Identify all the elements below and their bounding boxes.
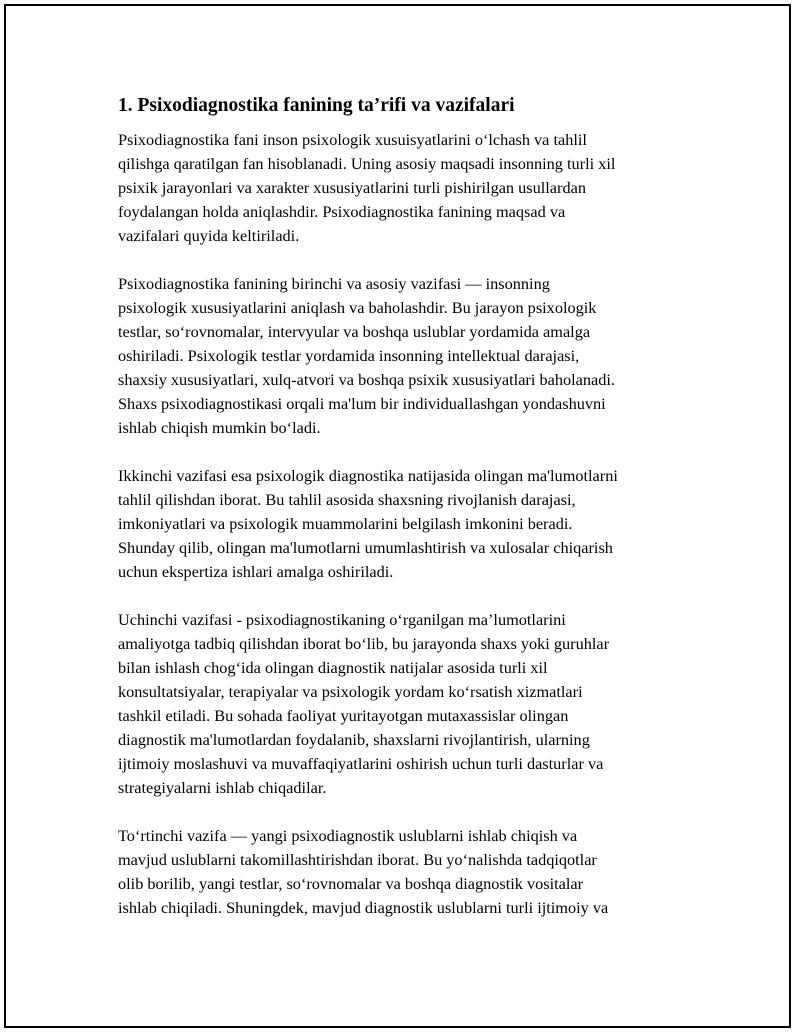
text-line: Shaxs psixodiagnostikasi orqali ma'lum bir individuallashgan yondashuvni	[118, 394, 606, 413]
section-heading: 1. Psixodiagnostika fanining ta’rifi va vazifalari	[118, 95, 515, 116]
text-line: Psixodiagnostika fani inson psixologik xusuisyatlarini o‘lchash va tahlil	[118, 130, 587, 149]
text-line: ijtimoiy moslashuvi va muvaffaqiyatlarini oshirish uchun turli dasturlar va	[118, 754, 604, 773]
text-line: olib borilib, yangi testlar, so‘rovnomalar va boshqa diagnostik vositalar	[118, 874, 584, 893]
text-line: To‘rtinchi vazifa — yangi psixodiagnostik uslublarni ishlab chiqish va	[118, 826, 578, 845]
text-line: qilishga qaratilgan fan hisoblanadi. Uning asosiy maqsadi insonning turli xil	[118, 154, 616, 173]
paragraph-4	[118, 608, 688, 800]
text-line: imkoniyatlari va psixologik muammolarini belgilash imkonini beradi.	[118, 514, 573, 533]
text-line: amaliyotga tadbiq qilishdan iborat bo‘lib, bu jarayonda shaxs yoki guruhlar	[118, 634, 610, 653]
text-line: tashkil etiladi. Bu sohada faoliyat yuritayotgan mutaxassislar olingan	[118, 706, 569, 725]
text-line: bilan ishlash chog‘ida olingan diagnostik natijalar asosida turli xil	[118, 658, 548, 677]
text-line: ishlab chiqish mumkin bo‘ladi.	[118, 418, 321, 437]
paragraph-5	[118, 824, 688, 920]
document-body	[118, 94, 688, 944]
text-line: vazifalari quyida keltiriladi.	[118, 226, 300, 245]
paragraph-1	[118, 128, 688, 248]
text-line: ishlab chiqiladi. Shuningdek, mavjud diagnostik uslublarni turli ijtimoiy va	[118, 898, 609, 917]
text-line: strategiyalarni ishlab chiqadilar.	[118, 778, 327, 797]
paragraph-3	[118, 464, 688, 584]
text-line: psixologik xususiyatlarini aniqlash va baholashdir. Bu jarayon psixologik	[118, 298, 597, 317]
text-line: shaxsiy xususiyatlari, xulq-atvori va boshqa psixik xususiyatlari baholanadi.	[118, 370, 615, 389]
text-line: konsultatsiyalar, terapiyalar va psixologik yordam ko‘rsatish xizmatlari	[118, 682, 583, 701]
paragraph-2	[118, 272, 688, 440]
text-line: Shunday qilib, olingan ma'lumotlarni umumlashtirish va xulosalar chiqarish	[118, 538, 613, 557]
text-line: mavjud uslublarni takomillashtirishdan iborat. Bu yo‘nalishda tadqiqotlar	[118, 850, 597, 869]
text-line: uchun ekspertiza ishlari amalga oshiriladi.	[118, 562, 394, 581]
text-line: psixik jarayonlari va xarakter xususiyatlarini turli pishirilgan usullardan	[118, 178, 586, 197]
text-line: Uchinchi vazifasi - psixodiagnostikaning o‘rganilgan ma’lumotlarini	[118, 610, 566, 629]
text-line: tahlil qilishdan iborat. Bu tahlil asosida shaxsning rivojlanish darajasi,	[118, 490, 576, 509]
text-line: testlar, so‘rovnomalar, intervyular va boshqa uslublar yordamida amalga	[118, 322, 591, 341]
text-line: Psixodiagnostika fanining birinchi va asosiy vazifasi — insonning	[118, 274, 550, 293]
text-line: foydalangan holda aniqlashdir. Psixodiagnostika fanining maqsad va	[118, 202, 566, 221]
text-line: oshiriladi. Psixologik testlar yordamida insonning intellektual darajasi,	[118, 346, 580, 365]
text-line: Ikkinchi vazifasi esa psixologik diagnostika natijasida olingan ma'lumotlarni	[118, 466, 618, 485]
text-line: diagnostik ma'lumotlardan foydalanib, shaxslarni rivojlantirish, ularning	[118, 730, 590, 749]
